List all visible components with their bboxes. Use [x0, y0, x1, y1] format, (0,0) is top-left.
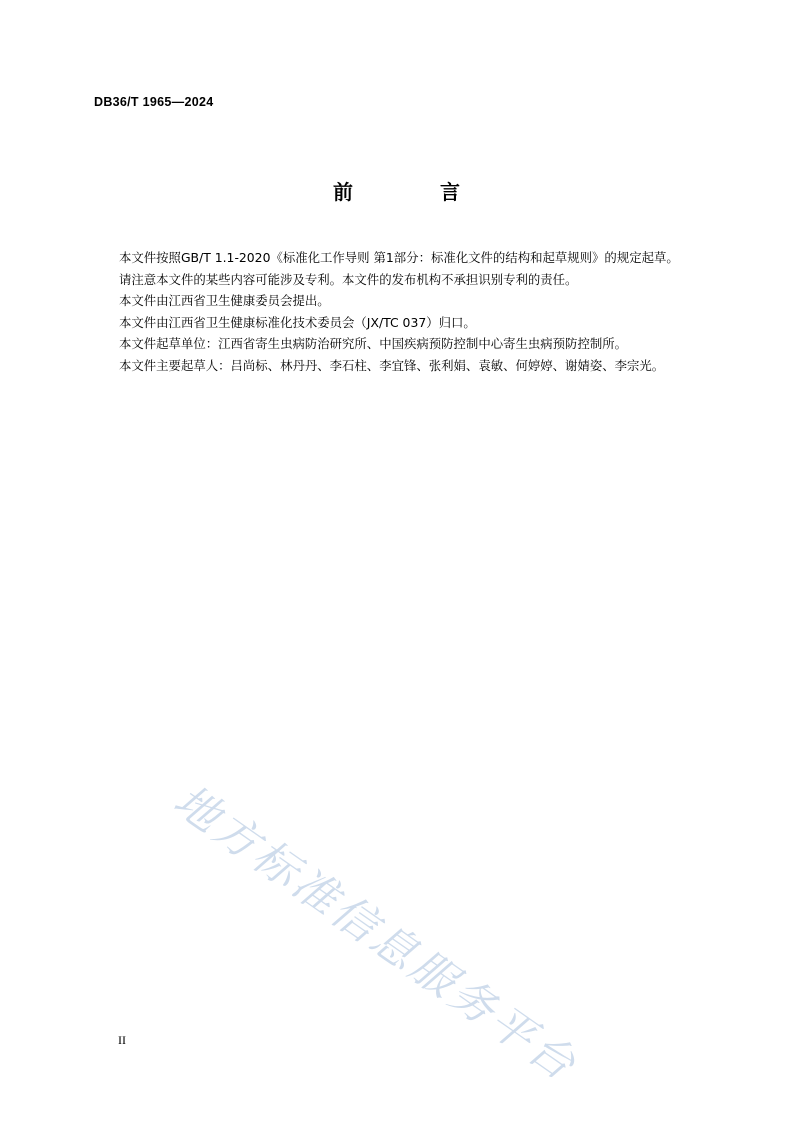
- foreword-body: [94, 247, 719, 376]
- section-title: 前 言: [333, 180, 500, 204]
- paragraph-drafting-units: 本文件起草单位：江西省寄生虫病防治研究所、中国疾病预防控制中心寄生虫病预防控制所。: [119, 336, 628, 351]
- paragraph-administrator: 本文件由江西省卫生健康标准化技术委员会（JX/TC 037）归口。: [119, 314, 476, 330]
- page-number: II: [118, 1033, 126, 1047]
- document-code: DB36/T 1965—2024: [94, 95, 214, 109]
- paragraph-proposer: 本文件由江西省卫生健康委员会提出。: [119, 293, 330, 308]
- paragraph-drafting-rules: 本文件按照GB/T 1.1-2020《标准化工作导则 第1部分：标准化文件的结构和起草规则》的规定起草。: [119, 250, 679, 265]
- watermark: 地方标准信息服务平台: [164, 775, 587, 1093]
- paragraph-patent-notice: 请注意本文件的某些内容可能涉及专利。本文件的发布机构不承担识别专利的责任。: [119, 271, 578, 287]
- paragraph-drafters: 本文件主要起草人：吕尚标、林丹丹、李石柱、李宜锋、张利娟、袁敏、何婷婷、谢婧姿、李宗光。: [119, 357, 665, 373]
